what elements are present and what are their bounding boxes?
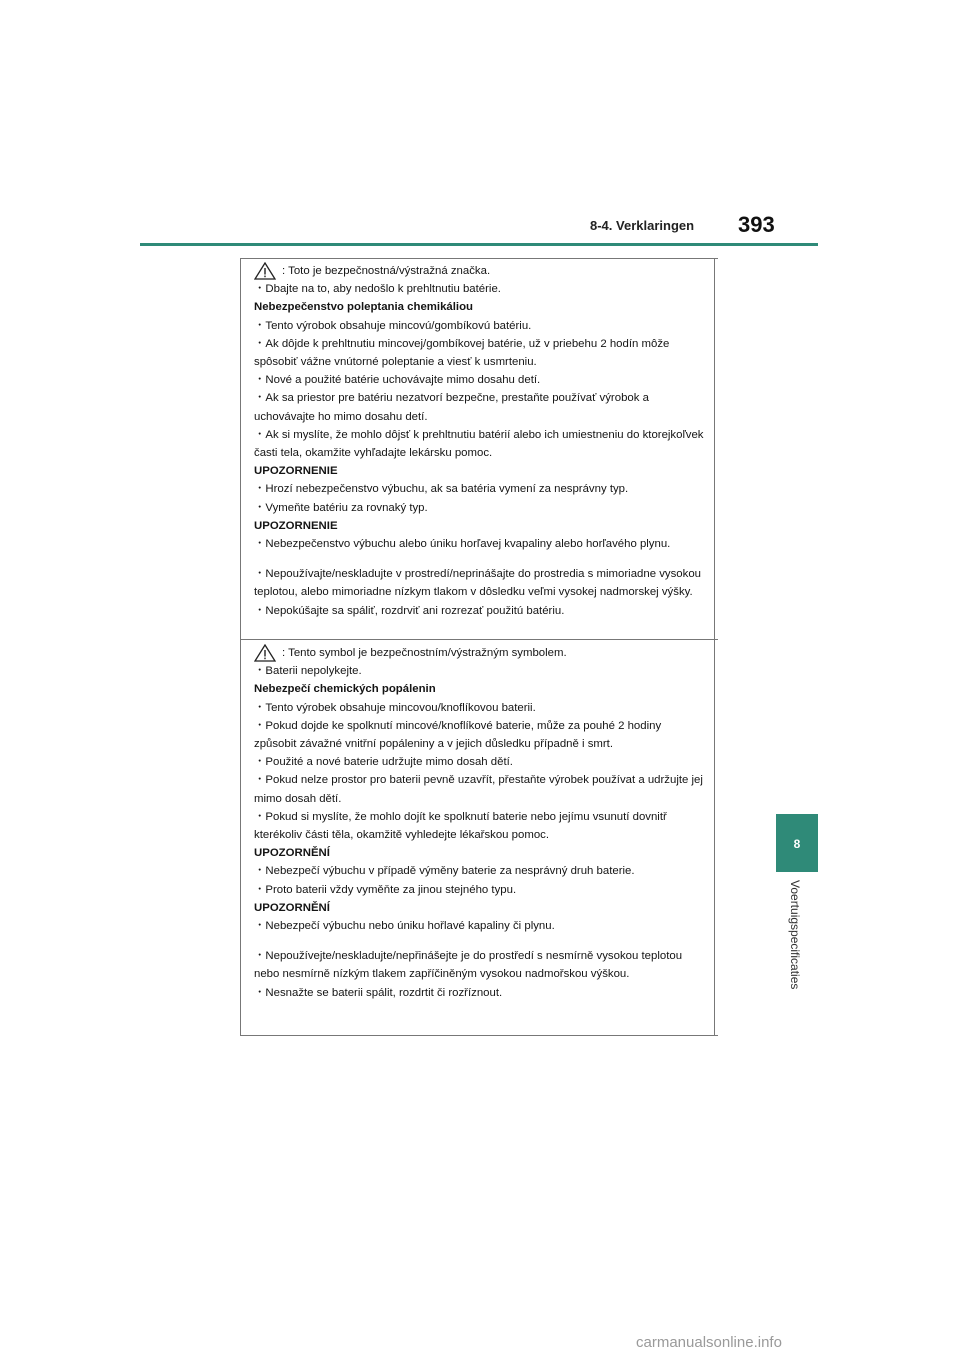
warning-line: ・Dbajte na to, aby nedošlo k prehltnutiu batérie. bbox=[254, 283, 501, 296]
warning-line: ・Hrozí nebezpečenstvo výbuchu, ak sa batéria vymení za nesprávny typ. bbox=[254, 483, 629, 496]
frame-bottom-line bbox=[240, 1035, 718, 1036]
watermark: carmanualsonline.info bbox=[636, 1334, 782, 1351]
frame-left-line bbox=[240, 258, 241, 1036]
frame-right-line bbox=[714, 258, 715, 1036]
warning-line: ・Ak dôjde k prehltnutiu mincovej/gombíkovej batérie, už v priebehu 2 hodín môže spôsobiť vážne vnútorné poleptanie a viesť k usmrteniu. bbox=[254, 337, 670, 369]
frame-divider-line bbox=[240, 639, 718, 640]
warning-line: ・Nové a použité batérie uchovávajte mimo dosahu detí. bbox=[254, 374, 541, 387]
slovak-symbol-note: : Toto je bezpečnostná/výstražná značka. bbox=[282, 265, 491, 277]
warning-line: ・Nepoužívajte/neskladujte v prostredí/neprinášajte do prostredia s mimoriadne vysokou teplotou, alebo mimoriadne nízkym tlakom v dôsledku veľmi vysokej nadmorskej výšky. bbox=[254, 568, 701, 599]
chapter-tab bbox=[776, 814, 818, 872]
warning-line: ・Pokud si myslíte, že mohlo dojít ke spolknutí baterie nebo jejímu vsunutí dovnitř kterékoliv části těla, okamžitě vyhledejte lékařskou pomoc. bbox=[254, 810, 667, 842]
warning-line: ・Pokud dojde ke spolknutí mincové/knoflíkové baterie, může za pouhé 2 hodiny způsobit závažné vnitřní popáleniny a v jejich důsledku případně i smrt. bbox=[254, 719, 662, 751]
czech-symbol-note: : Tento symbol je bezpečnostním/výstražným symbolem. bbox=[282, 647, 567, 659]
warning-line: ・Tento výrobok obsahuje mincovú/gombíkovú batériu. bbox=[254, 319, 532, 332]
warning-line: ・Nebezpečí výbuchu v případě výměny baterie za nesprávný druh baterie. bbox=[254, 865, 635, 878]
section-title: 8-4. Verklaringen bbox=[590, 218, 695, 233]
section-heading: UPOZORNENIE bbox=[254, 465, 338, 478]
section-heading: UPOZORNĚNÍ bbox=[254, 847, 330, 860]
warning-line: ・Proto baterii vždy vyměňte za jinou stejného typu. bbox=[254, 883, 517, 896]
slovak-symbol-line bbox=[254, 262, 704, 280]
warning-line: ・Nebezpečí výbuchu nebo úniku hořlavé kapaliny či plynu. bbox=[254, 920, 555, 933]
header-rule bbox=[140, 243, 818, 246]
warning-line: ・Ak si myslíte, že mohlo dôjsť k prehltnutiu batérií alebo ich umiestneniu do ktorejkoľvek časti tela, okamžite vyhľadajte lekársku pomoc. bbox=[254, 428, 704, 460]
warning-line: ・Tento výrobek obsahuje mincovou/knoflíkovou baterii. bbox=[254, 701, 536, 714]
chapter-label bbox=[786, 880, 806, 1020]
warning-triangle-icon bbox=[254, 262, 276, 280]
slovak-warning-text bbox=[254, 262, 704, 620]
warning-line: ・Použité a nové baterie udržujte mimo dosah dětí. bbox=[254, 756, 513, 769]
warning-line: ・Nepoužívejte/neskladujte/nepřinášejte je do prostředí s nesmírně vysokou teplotou nebo nesmírně nízkým tlakem zapříčiněným vysokou nadmořskou výškou. bbox=[254, 950, 683, 981]
section-heading: Nebezpečí chemických popálenin bbox=[254, 683, 436, 696]
section-heading: Nebezpečenstvo poleptania chemikáliou bbox=[254, 301, 474, 314]
warning-line: ・Nesnažte se baterii spálit, rozdrtit či rozříznout. bbox=[254, 986, 503, 999]
page-number: 393 bbox=[738, 212, 775, 237]
czech-warning-text bbox=[254, 644, 704, 1002]
warning-line: ・Baterii nepolykejte. bbox=[254, 665, 362, 678]
chapter-label-text: Voertuigspecificaties bbox=[788, 880, 802, 990]
warning-line: ・Pokud nelze prostor pro baterii pevně uzavřít, přestaňte výrobek používat a udržujte jej mimo dosah dětí. bbox=[254, 774, 703, 805]
warning-line: ・Ak sa priestor pre batériu nezatvorí bezpečne, prestaňte používať výrobok a uchovávajte ho mimo dosahu detí. bbox=[254, 392, 649, 423]
chapter-number: 8 bbox=[793, 837, 801, 851]
section-heading: UPOZORNĚNÍ bbox=[254, 901, 330, 914]
warning-triangle-icon bbox=[254, 644, 276, 662]
section-heading: UPOZORNENIE bbox=[254, 519, 338, 532]
warning-line: ・Nepokúšajte sa spáliť, rozdrviť ani rozrezať použitú batériu. bbox=[254, 604, 565, 617]
warning-line: ・Nebezpečenstvo výbuchu alebo úniku horľavej kvapaliny alebo horľavého plynu. bbox=[254, 538, 671, 551]
czech-symbol-line bbox=[254, 644, 704, 662]
warning-line: ・Vymeňte batériu za rovnaký typ. bbox=[254, 501, 428, 514]
frame-top-line bbox=[240, 258, 718, 259]
